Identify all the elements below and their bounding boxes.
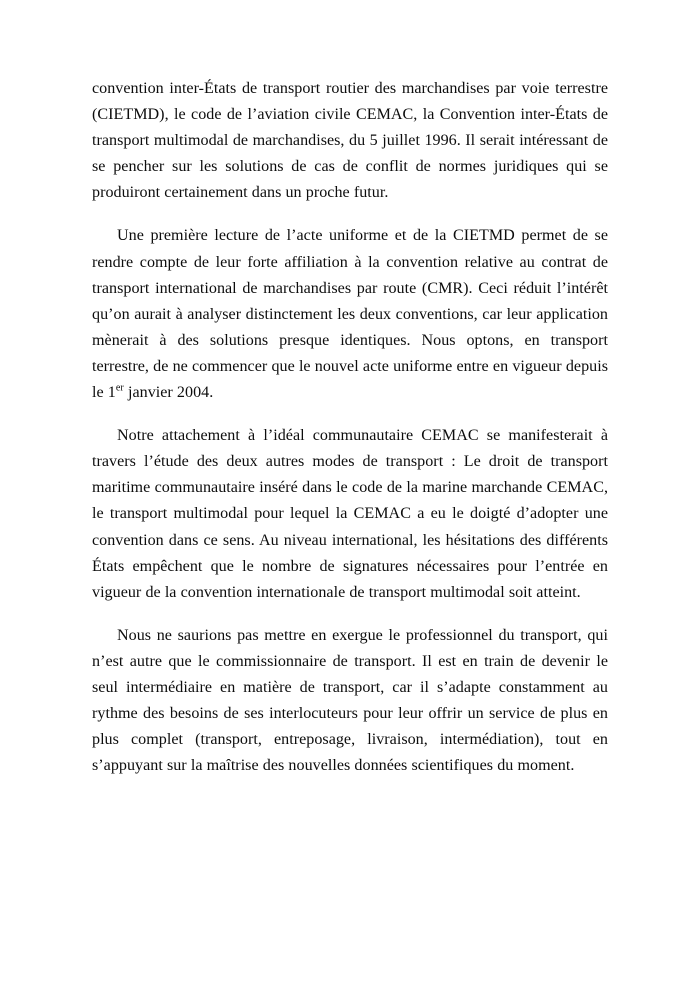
paragraph-3: Notre attachement à l’idéal communautaire CEMAC se manifesterait à travers l’étude des deux autres modes de transport : Le droit de transport maritime communautaire inséré dans le code de la marine marchande CEMAC, le transport multimodal pour lequel la CEMAC a eu le doigté d’adopter une convention dans ce sens. Au niveau international, les hésitations des différents États empêchent que le nombre de signatures nécessaires pour l’entrée en vigueur de la convention internationale de transport multimodal soit atteint. — [92, 427, 608, 601]
document-text-block — [92, 76, 608, 779]
paragraph-2-text-after-ordinal: janvier 2004. — [123, 384, 214, 402]
paragraph-4: Nous ne saurions pas mettre en exergue le professionnel du transport, qui n’est autre que le commissionnaire de transport. Il est en train de devenir le seul intermédiaire en matière de transport, car il s’adapte constamment au rythme des besoins de ses interlocuteurs pour leur offrir un service de plus en plus complet (transport, entreposage, livraison, intermédiation), tout en s’appuyant sur la maîtrise des nouvelles données scientifiques du moment. — [92, 626, 608, 775]
paragraph-2-text-before-ordinal: Une première lecture de l’acte uniforme et de la CIETMD permet de se rendre compte de leur forte affiliation à la convention relative au contrat de transport international de marchandises par route (CMR). Ceci réduit l’intérêt qu’on aurait à analyser distinctement les deux conventions, car leur application mènerait à des solutions presque identiques. Nous optons, en transport terrestre, de ne commencer que le nouvel acte uniforme entre en vigueur depuis le 1 — [92, 227, 608, 402]
paragraph-1: convention inter-États de transport routier des marchandises par voie terrestre (CIETMD), le code de l’aviation civile CEMAC, la Convention inter-États de transport multimodal de marchandises, du 5 juillet 1996. Il serait intéressant de se pencher sur les solutions de cas de conflit de normes juridiques qui se produiront certainement dans un proche futur. — [92, 80, 608, 202]
paragraph-2 — [92, 223, 608, 406]
ordinal-suffix-superscript: er — [115, 382, 124, 394]
